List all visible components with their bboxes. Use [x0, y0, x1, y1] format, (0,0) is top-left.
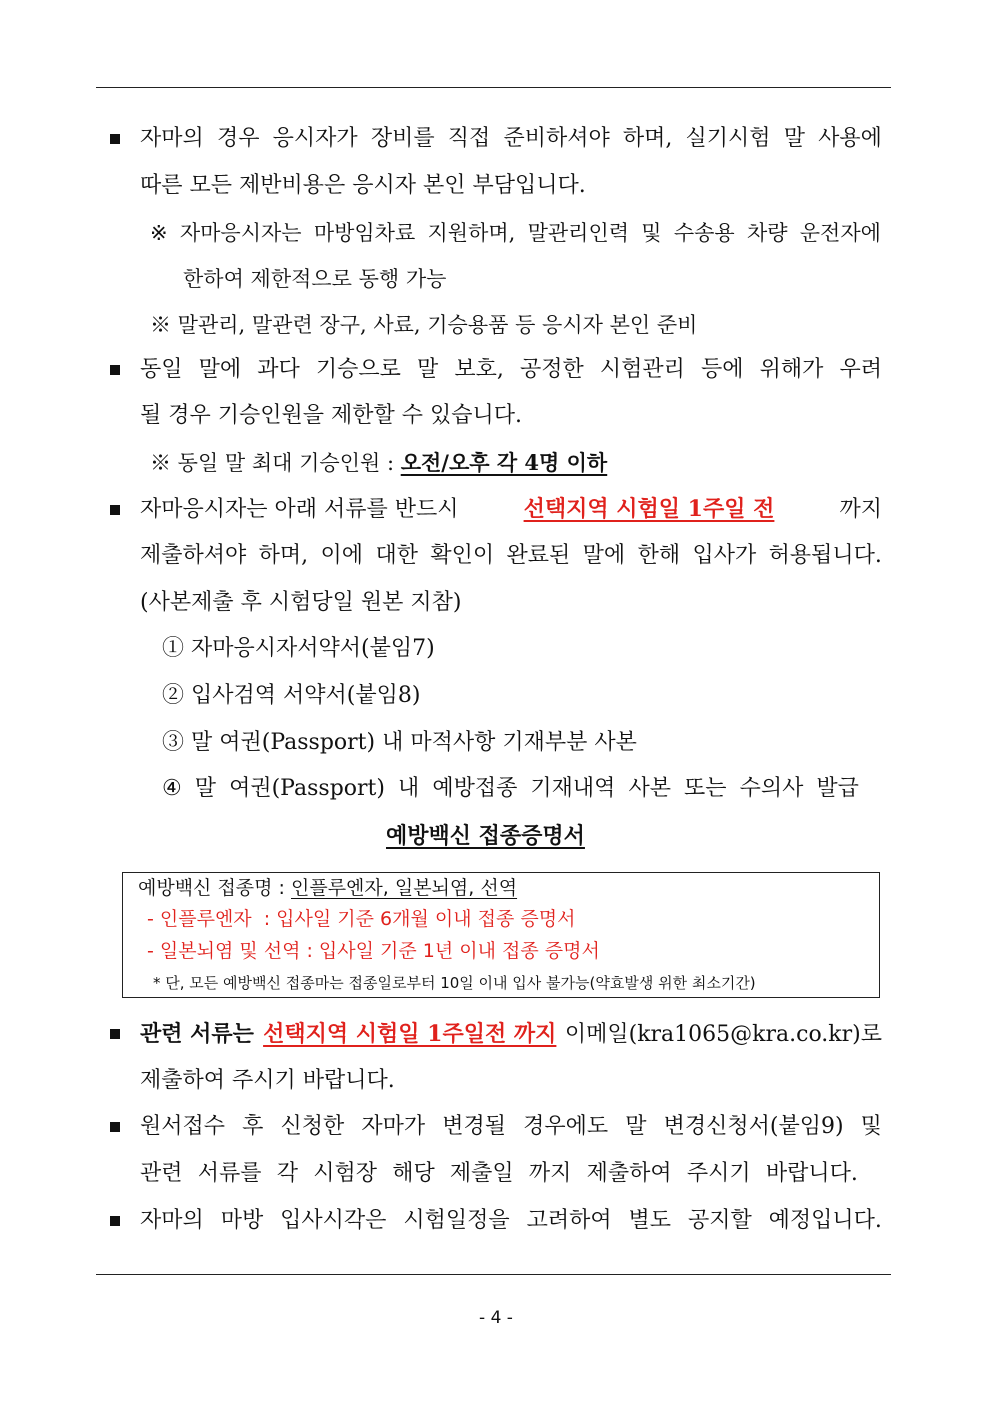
- vaccine-certificate-title: 예방백신 접종증명서: [386, 823, 585, 849]
- word: 말에: [582, 543, 626, 568]
- word: 또는: [684, 776, 727, 801]
- word: 지원하며,: [427, 221, 516, 245]
- word: 경우에도: [523, 1114, 609, 1139]
- word: 말에: [198, 357, 242, 382]
- bullet-4-lead: 관련 서류는: [140, 1021, 262, 1047]
- word: 이에: [320, 543, 364, 568]
- word: 해당: [392, 1161, 435, 1186]
- word: 완료된: [506, 543, 571, 568]
- word: ※: [150, 221, 168, 245]
- bullet-4-line-2: 제출하여 주시기 바랍니다.: [140, 1068, 395, 1093]
- vaccine-names-line: [138, 875, 517, 901]
- word: 시험장: [313, 1161, 377, 1186]
- word: 후: [242, 1114, 264, 1139]
- word: 대한: [375, 543, 418, 568]
- bullet-4-email: 이메일(kra1065@kra.co.kr)로: [557, 1022, 882, 1047]
- word: 등에: [700, 357, 744, 382]
- word: 주시기: [686, 1161, 751, 1186]
- bullet-3-deadline: 선택지역 시험일 1주일 전: [523, 496, 775, 522]
- word: 변경될: [442, 1114, 507, 1139]
- bottom-rule: [96, 1274, 891, 1275]
- word: 마방임차료: [313, 221, 416, 245]
- word: 경우: [216, 126, 260, 151]
- bullet-1-note-1-line-1: [150, 218, 881, 248]
- vaccine-label: 예방백신 접종명 :: [138, 877, 291, 899]
- bullet-2-note-prefix: ※ 동일 말 최대 기승인원 :: [150, 451, 401, 475]
- bullet-3-line-1-a: 자마응시자는 아래 서류를 반드시: [140, 497, 466, 522]
- bullet-marker: [110, 365, 120, 375]
- bullet-4-deadline: 선택지역 시험일 1주일전 까지: [263, 1021, 557, 1047]
- bullet-2-note-emphasis: 오전/오후 각 4명 이하: [400, 450, 608, 475]
- word: 공지할: [687, 1208, 752, 1233]
- bullet-1-note-2: ※ 말관리, 말관련 장구, 사료, 기승용품 등 응시자 본인 준비: [150, 313, 698, 337]
- word: 응시자가: [272, 126, 358, 151]
- bullet-2-line-1: [140, 355, 882, 385]
- word: 제출하셔야: [140, 543, 247, 568]
- bullet-3-line-2: [140, 541, 882, 571]
- bullet-1-line-2: 따른 모든 제반비용은 응시자 본인 부담입니다.: [140, 173, 586, 198]
- word: 차량: [746, 221, 788, 245]
- word: 입사시각은: [280, 1208, 387, 1233]
- word: ④: [162, 776, 182, 801]
- word: 원서접수: [140, 1114, 226, 1139]
- word: 여권(Passport): [229, 776, 385, 801]
- bullet-5-line-2: [140, 1159, 858, 1189]
- document-item-2: ② 입사검역 서약서(붙임8): [162, 683, 421, 708]
- bullet-marker: [110, 1029, 120, 1039]
- bullet-1-note-1-line-2: 한하여 제한적으로 동행 가능: [183, 267, 447, 291]
- word: 및: [641, 221, 662, 245]
- word: 보호,: [454, 357, 504, 382]
- bullet-3-line-1-b: 까지: [832, 497, 882, 522]
- document-item-4-continuation: [386, 821, 585, 851]
- bullet-1-line-1: [140, 124, 882, 154]
- word: 허용됩니다.: [768, 543, 882, 568]
- word: 하며,: [622, 126, 673, 151]
- word: 바랍니다.: [765, 1161, 858, 1186]
- top-rule: [96, 87, 891, 88]
- word: 마방: [220, 1208, 264, 1233]
- word: 발급: [816, 776, 859, 801]
- word: 위해가: [759, 357, 824, 382]
- word: 직접: [447, 126, 491, 151]
- word: 시험관리: [599, 357, 685, 382]
- word: 장비를: [370, 126, 435, 151]
- bullet-3-line-3: (사본제출 후 시험당일 원본 지참): [140, 590, 462, 615]
- document-item-3: ③ 말 여권(Passport) 내 마적사항 기재부분 사본: [162, 730, 637, 755]
- word: 예방접종: [432, 776, 518, 801]
- word: 내: [398, 776, 420, 801]
- word: 한해: [637, 543, 681, 568]
- vaccine-requirements-box: [122, 872, 880, 998]
- bullet-marker: [110, 1216, 120, 1226]
- encephalitis-requirement: - 일본뇌염 및 선역 : 입사일 기준 1년 이내 접종 증명서: [147, 940, 600, 962]
- word: 및: [860, 1114, 882, 1139]
- word: 수송용: [673, 221, 735, 245]
- word: 기승으로: [315, 357, 401, 382]
- bullet-5-line-1: [140, 1112, 882, 1142]
- word: 시험일정을: [403, 1208, 510, 1233]
- word: 별도: [628, 1208, 672, 1233]
- word: 제출하여: [586, 1161, 672, 1186]
- word: 까지: [528, 1161, 572, 1186]
- bullet-2-line-2: 될 경우 기승인원을 제한할 수 있습니다.: [140, 403, 522, 428]
- bullet-6-line-1: [140, 1206, 882, 1236]
- word: 준비하셔야: [503, 126, 610, 151]
- word: 기재내역: [530, 776, 616, 801]
- word: 말: [783, 126, 805, 151]
- word: 자마가: [361, 1114, 426, 1139]
- word: 각: [276, 1161, 298, 1186]
- word: 자마의: [140, 1208, 204, 1233]
- word: 자마응시자는: [179, 221, 302, 245]
- word: 서류를: [197, 1161, 262, 1186]
- word: 실기시험: [685, 126, 771, 151]
- word: 사용에: [818, 126, 882, 151]
- bullet-marker: [110, 505, 120, 515]
- bullet-4-line-1: [140, 1019, 882, 1050]
- word: 사본: [628, 776, 671, 801]
- word: 입사가: [692, 543, 757, 568]
- word: 자마의: [140, 126, 204, 151]
- word: 제출일: [449, 1161, 514, 1186]
- word: 운전자에: [799, 221, 881, 245]
- word: 말: [417, 357, 439, 382]
- word: 수의사: [739, 776, 804, 801]
- word: 과다: [257, 357, 300, 382]
- bullet-2-note: [150, 448, 607, 478]
- word: 예정입니다.: [768, 1208, 882, 1233]
- word: 고려하여: [526, 1208, 612, 1233]
- vaccine-footnote: * 단, 모든 예방백신 접종마는 접종일로부터 10일 이내 입사 불가능(약효발생 위한 최소기간): [153, 974, 756, 992]
- word: 말: [625, 1114, 647, 1139]
- influenza-requirement: - 인플루엔자 : 입사일 기준 6개월 이내 접종 증명서: [147, 908, 576, 930]
- word: 변경신청서(붙임9): [663, 1114, 844, 1139]
- word: 하며,: [258, 543, 309, 568]
- word: 공정한: [519, 357, 584, 382]
- word: 관련: [140, 1161, 183, 1186]
- vaccine-names: 인플루엔자, 일본뇌염, 선역: [291, 877, 518, 899]
- word: 확인이: [430, 543, 495, 568]
- word: 동일: [140, 357, 183, 382]
- word: 말: [194, 776, 217, 801]
- word: 우려: [839, 357, 882, 382]
- word: 말관리인력: [527, 221, 630, 245]
- document-item-4: [162, 774, 859, 804]
- page-number: - 4 -: [479, 1308, 513, 1328]
- word: 신청한: [280, 1114, 345, 1139]
- bullet-3-line-1: [140, 494, 882, 525]
- bullet-marker: [110, 134, 120, 144]
- bullet-marker: [110, 1122, 120, 1132]
- document-item-1: ① 자마응시자서약서(붙임7): [162, 636, 435, 661]
